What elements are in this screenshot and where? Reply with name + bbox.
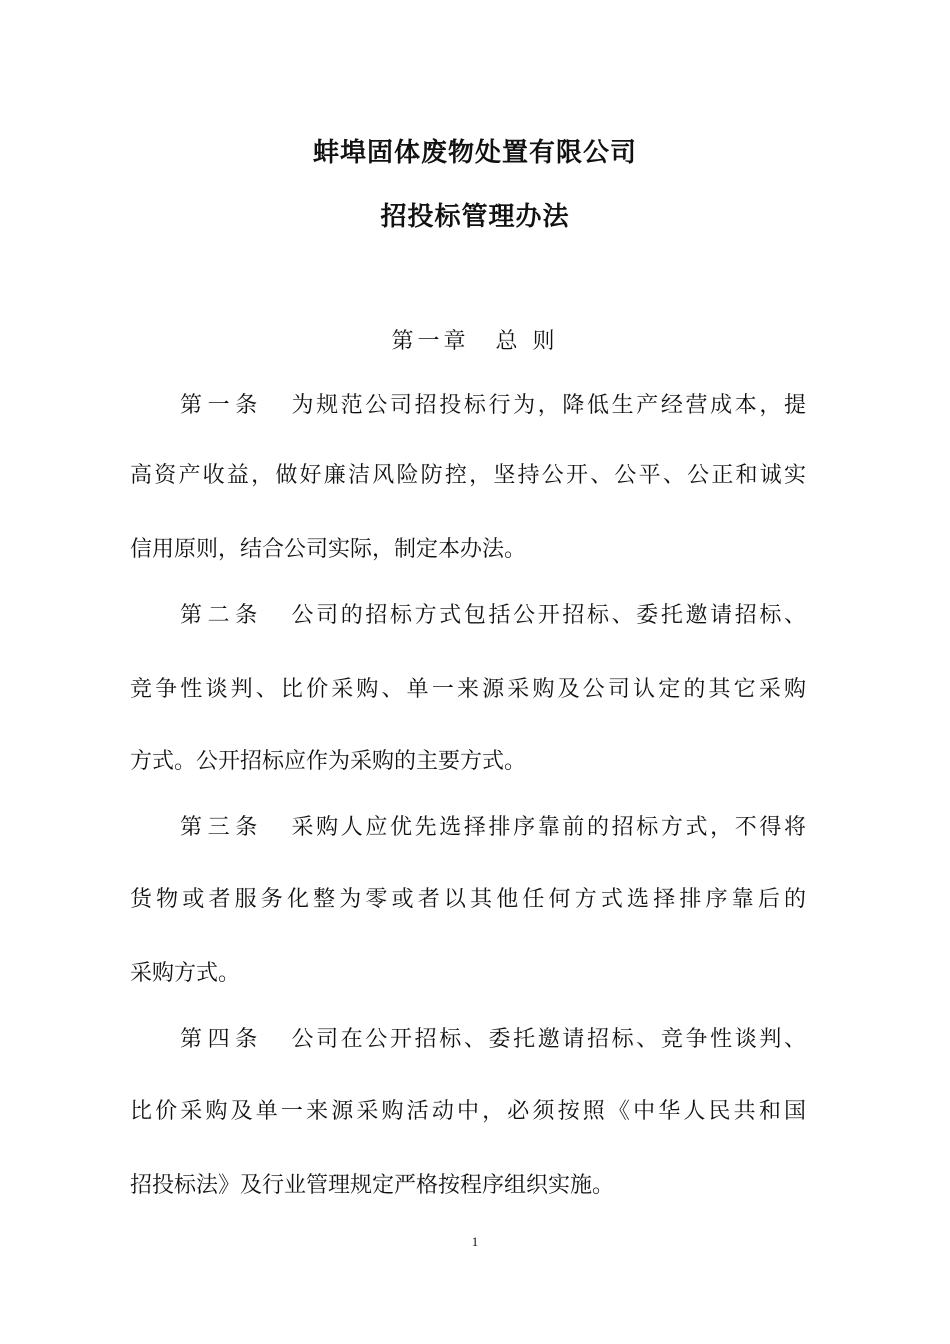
- article-2-number: 第二条: [180, 603, 263, 628]
- article-2-line-1: 第二条 公司的招标方式包括公开招标、委托邀请招标、: [180, 603, 806, 628]
- article-4-line-2: 比价采购及单一来源采购活动中，必须按照《中华人民共和国: [130, 1099, 806, 1124]
- article-1-number: 第一条: [180, 393, 263, 418]
- document-title: 招投标管理办法: [380, 202, 570, 232]
- article-1-line-1: 第一条 为规范公司招投标行为，降低生产经营成本，提: [180, 393, 806, 418]
- chapter-name: 总 则: [495, 329, 559, 354]
- article-4-line-1: 第四条 公司在公开招标、委托邀请招标、竞争性谈判、: [180, 1027, 806, 1052]
- article-4-line-3: 招投标法》及行业管理规定严格按程序组织实施。: [130, 1173, 615, 1198]
- article-3-line-3: 采购方式。: [130, 961, 241, 986]
- company-name: 蚌埠固体废物处置有限公司: [312, 138, 637, 168]
- chapter-number: 第一章: [391, 329, 470, 354]
- article-2-line-2: 竞争性谈判、比价采购、单一来源采购及公司认定的其它采购: [130, 677, 806, 702]
- article-1-line-3: 信用原则，结合公司实际，制定本办法。: [130, 537, 527, 562]
- article-3-line-2: 货物或者服务化整为零或者以其他任何方式选择排序靠后的: [130, 887, 806, 912]
- article-3-number: 第三条: [180, 815, 263, 840]
- page-number: 1: [471, 1234, 479, 1249]
- article-4-number: 第四条: [180, 1027, 263, 1052]
- article-1-line-2: 高资产收益，做好廉洁风险防控，坚持公开、公平、公正和诚实: [130, 463, 806, 488]
- article-3-line-1: 第三条 采购人应优先选择排序靠前的招标方式，不得将: [180, 815, 806, 840]
- article-2-line-3: 方式。公开招标应作为采购的主要方式。: [130, 749, 527, 774]
- chapter-heading: [0, 324, 950, 355]
